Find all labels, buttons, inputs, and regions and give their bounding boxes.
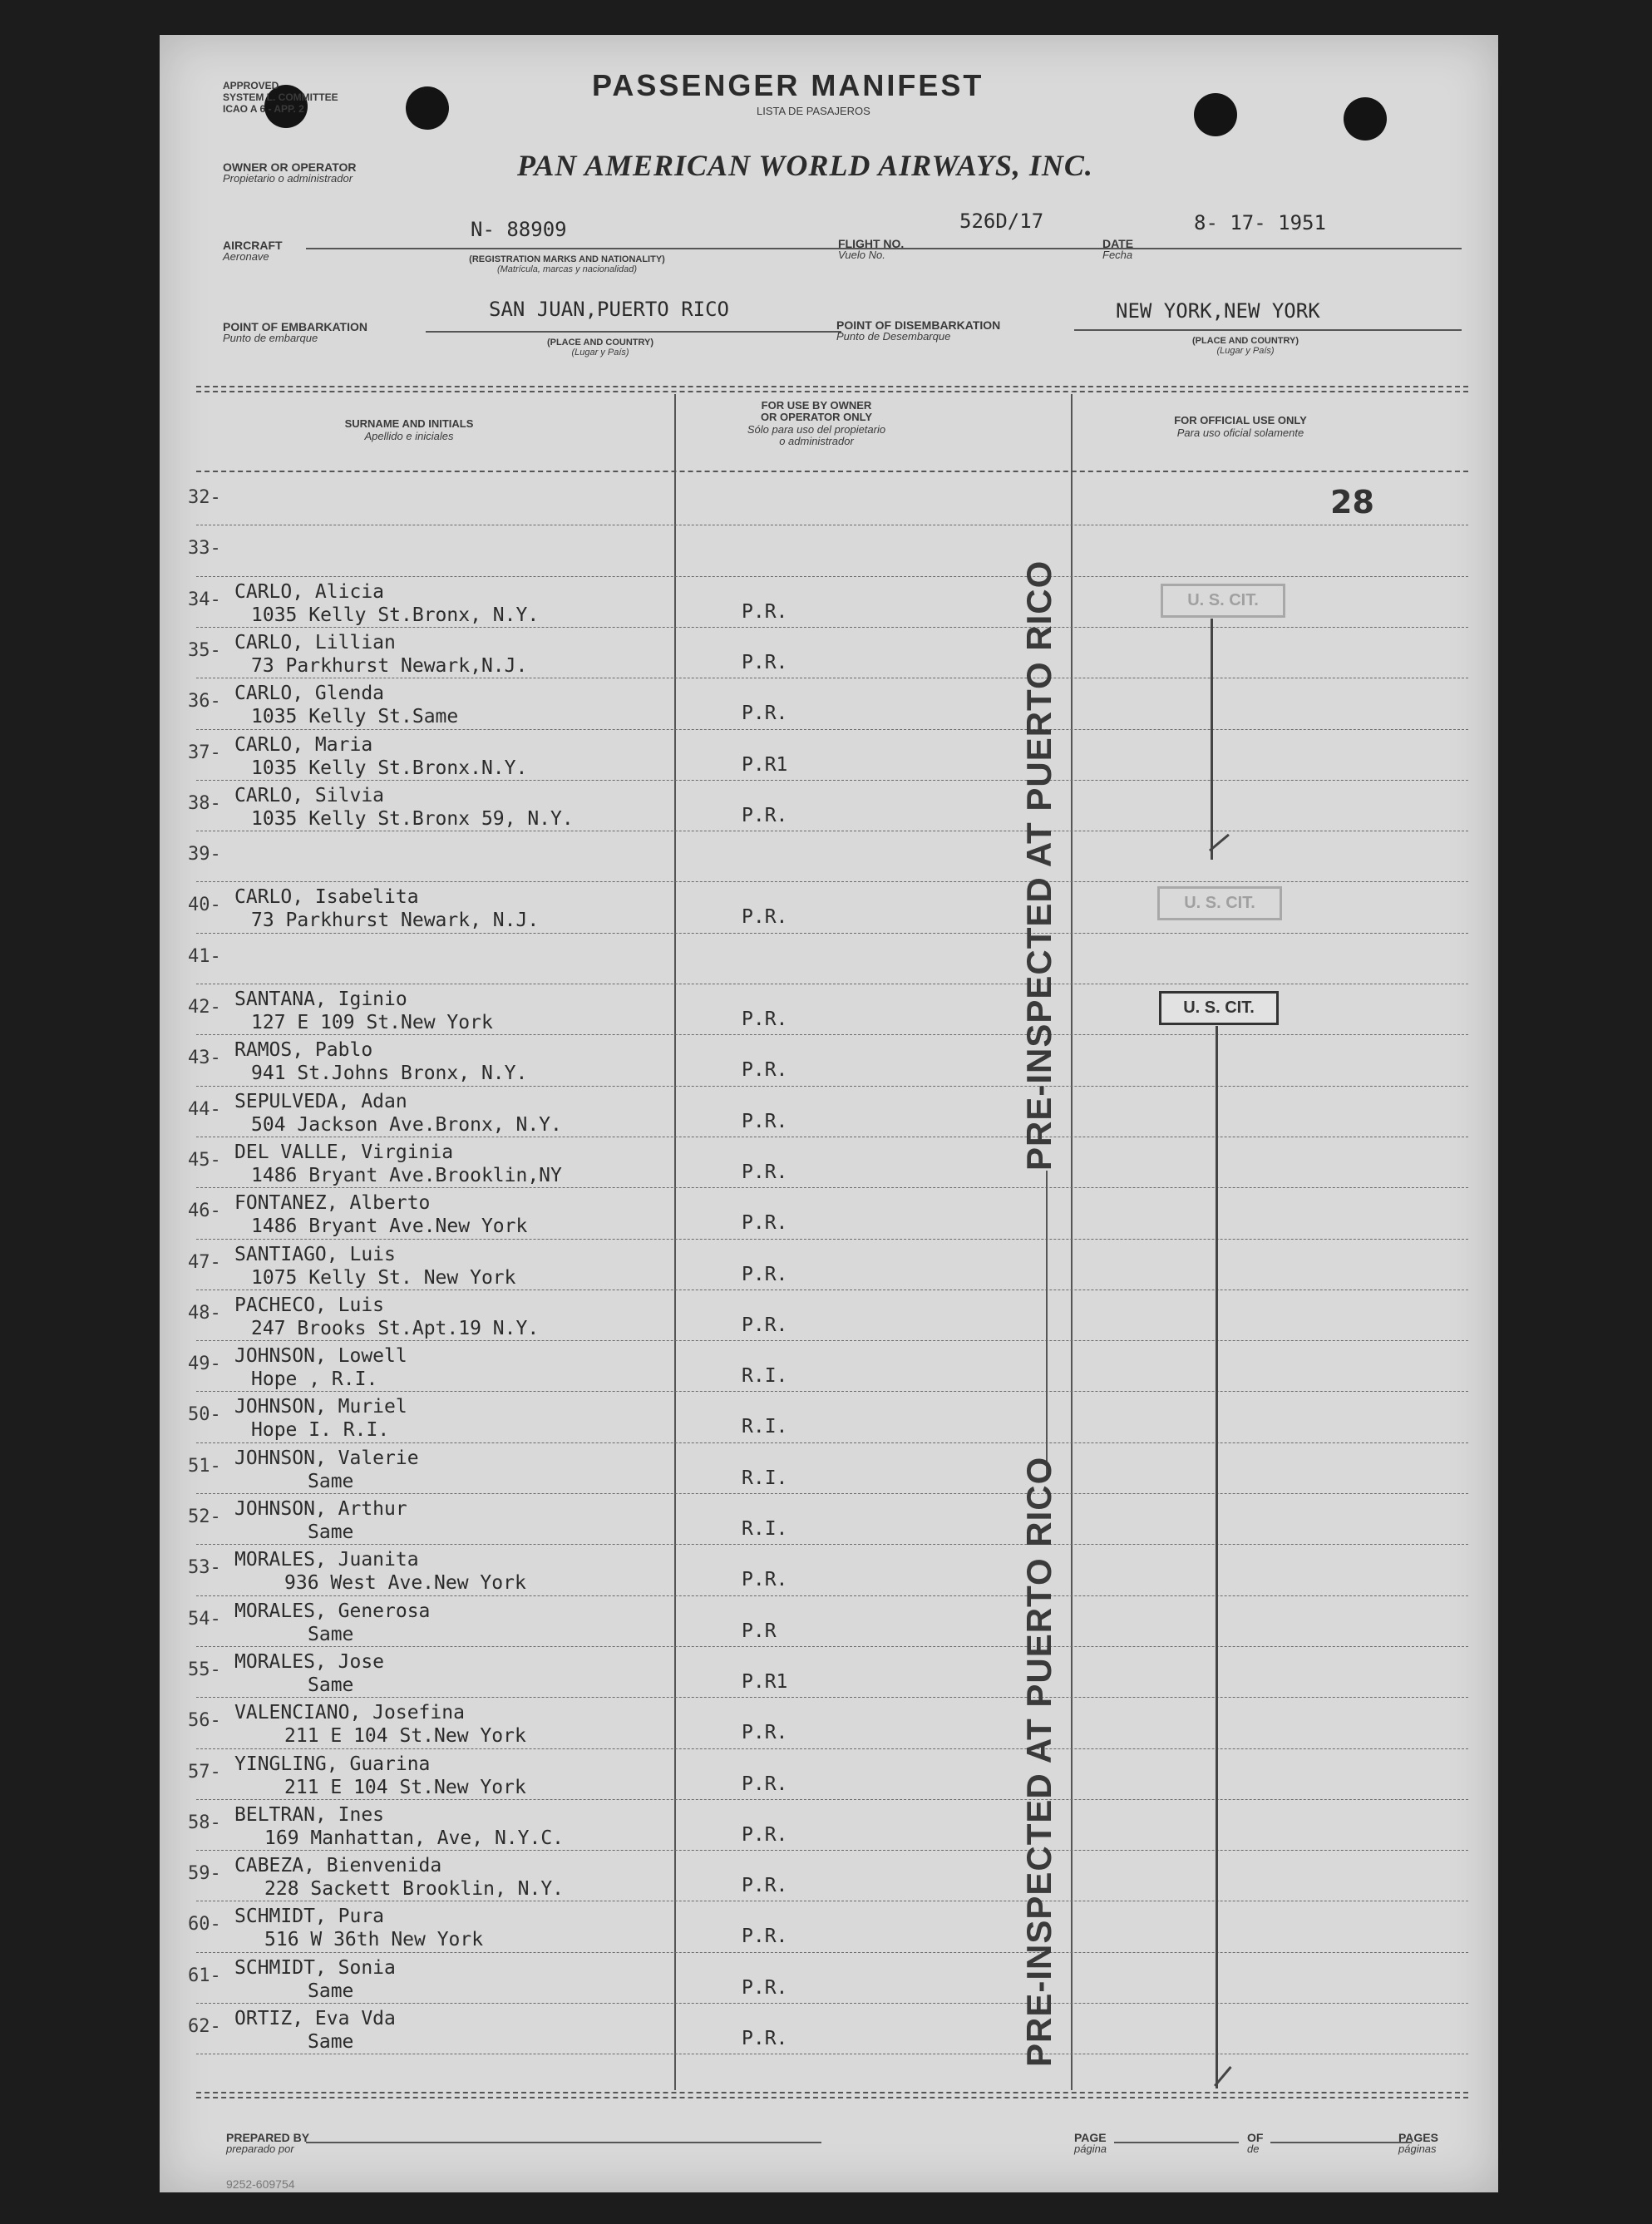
approval-note-2: SYSTEM L. COMMITTEE	[223, 91, 338, 103]
punch-hole	[1344, 97, 1387, 141]
row-number: 43-	[188, 1048, 221, 1069]
operator-code: P.R.	[742, 1773, 788, 1795]
passenger-name: SCHMIDT, Pura	[234, 1906, 385, 1928]
row-rule	[196, 1799, 1468, 1800]
of-label: OF	[1247, 2131, 1264, 2144]
punch-hole	[406, 86, 449, 130]
passenger-name: CARLO, Glenda	[234, 683, 385, 705]
passenger-name: ORTIZ, Eva Vda	[234, 2008, 396, 2029]
disembarkation-label-es: Punto de Desembarque	[836, 330, 951, 343]
row-rule	[196, 1697, 1468, 1698]
row-number: 58-	[188, 1812, 221, 1833]
form-number: 9252-609754	[226, 2177, 295, 2191]
operator-code: P.R.	[742, 1976, 788, 1999]
operator-code: P.R.	[742, 804, 788, 826]
passenger-address: 211 E 104 St.New York	[284, 1725, 526, 1748]
passenger-name: CARLO, Isabelita	[234, 886, 419, 909]
operator-code: P.R.	[742, 1926, 788, 1948]
passenger-address: 127 E 109 St.New York	[251, 1012, 493, 1033]
header-rule-2	[196, 391, 1468, 392]
row-rule	[196, 1239, 1468, 1240]
flight-label: FLIGHT NO.	[838, 237, 905, 250]
operator-code: P.R.	[742, 1263, 788, 1285]
passenger-address: 73 Parkhurst Newark, N.J.	[251, 910, 540, 932]
aircraft-value: N- 88909	[471, 218, 567, 241]
passenger-address: 1035 Kelly St.Bronx, N.Y.	[251, 604, 540, 626]
place-caption-1: (PLACE AND COUNTRY)	[546, 338, 654, 348]
col-owner-header-1: FOR USE BY OWNER	[761, 399, 872, 412]
passenger-name: SCHMIDT, Sonia	[234, 1956, 396, 1979]
row-number: 37-	[188, 742, 221, 763]
pre-inspected-stamp: PRE-INSPECTED AT PUERTO RICO	[1019, 1456, 1058, 2067]
embarkation-value: SAN JUAN,PUERTO RICO	[489, 298, 729, 321]
passenger-address: Same	[308, 1980, 354, 2002]
row-number: 48-	[188, 1302, 221, 1324]
date-label: DATE	[1102, 237, 1134, 250]
registration-caption: (REGISTRATION MARKS AND NATIONALITY)	[469, 254, 665, 264]
operator-code: P.R.	[742, 906, 788, 929]
passenger-name: RAMOS, Pablo	[234, 1039, 373, 1062]
bracket-line	[1211, 619, 1213, 860]
of-label-es: de	[1247, 2143, 1260, 2155]
row-number: 32-	[188, 487, 221, 508]
passenger-name: BELTRAN, Ines	[234, 1803, 385, 1826]
passenger-name: JOHNSON, Muriel	[234, 1396, 407, 1418]
flight-label-es: Vuelo No.	[838, 249, 885, 261]
page-label: PAGE	[1074, 2131, 1107, 2144]
row-rule	[196, 576, 1468, 577]
col-owner-header-es-2: o administrador	[779, 435, 854, 447]
place-caption-2-es: (Lugar y País)	[1216, 346, 1275, 356]
row-number: 42-	[188, 997, 221, 1018]
passenger-address: Same	[308, 1674, 354, 1696]
row-rule	[196, 1086, 1468, 1087]
row-rule	[196, 627, 1468, 628]
passenger-name: MORALES, Juanita	[234, 1549, 419, 1571]
punch-hole	[1194, 93, 1237, 136]
pages-label-es: páginas	[1398, 2143, 1437, 2155]
row-number: 46-	[188, 1201, 221, 1222]
passenger-address: Same	[308, 1470, 354, 1492]
operator-code: P.R.	[742, 651, 788, 673]
row-number: 38-	[188, 792, 221, 814]
row-number: 40-	[188, 895, 221, 916]
col-owner-header-es-1: Sólo para uso del propietario	[747, 423, 886, 436]
page-label-es: página	[1074, 2143, 1107, 2155]
passenger-name: DEL VALLE, Virginia	[234, 1141, 454, 1163]
passenger-count: 28	[1330, 484, 1374, 520]
row-number: 39-	[188, 844, 221, 865]
row-rule	[196, 1544, 1468, 1545]
passenger-address: Same	[308, 1623, 354, 1645]
passenger-address: 169 Manhattan, Ave, N.Y.C.	[264, 1827, 565, 1849]
row-rule	[196, 729, 1468, 730]
passenger-name: CARLO, Maria	[234, 733, 373, 756]
registration-caption-es: (Matrícula, marcas y nacionalidad)	[496, 264, 638, 274]
operator-code: P.R.	[742, 1059, 788, 1082]
passenger-address: 1075 Kelly St. New York	[251, 1266, 516, 1289]
passenger-name: SANTANA, Iginio	[234, 989, 407, 1010]
passenger-address: 1035 Kelly St.Same	[251, 706, 459, 728]
column-divider-1	[674, 394, 676, 2090]
passenger-name: CARLO, Silvia	[234, 784, 385, 806]
operator-code: P.R.	[742, 600, 788, 623]
row-number: 55-	[188, 1659, 221, 1680]
row-rule	[196, 1748, 1468, 1749]
column-divider-2	[1071, 394, 1073, 2090]
passenger-name: CABEZA, Bienvenida	[234, 1855, 442, 1877]
passenger-name: JOHNSON, Valerie	[234, 1447, 419, 1469]
aircraft-label: AIRCRAFT	[223, 239, 283, 252]
passenger-address: Same	[308, 2031, 354, 2053]
operator-code: P.R.	[742, 1110, 788, 1132]
operator-code: P.R.	[742, 1008, 788, 1030]
col-surname-header-es: Apellido e iniciales	[364, 430, 454, 442]
row-number: 35-	[188, 639, 221, 661]
row-rule	[196, 1595, 1468, 1596]
passenger-address: Hope , R.I.	[251, 1368, 378, 1391]
prepared-by-label: PREPARED BY	[226, 2131, 310, 2144]
passenger-name: YINGLING, Guarina	[234, 1753, 431, 1775]
pre-inspected-stamp: PRE-INSPECTED AT PUERTO RICO	[1019, 560, 1058, 1171]
pages-label: PAGES	[1398, 2131, 1438, 2144]
us-citizen-stamp-faded: U. S. CIT.	[1161, 584, 1285, 618]
approval-note-3: ICAO A 6 - APP. 2	[223, 103, 304, 115]
passenger-address: Hope I. R.I.	[251, 1419, 390, 1442]
row-rule	[196, 780, 1468, 781]
operator-code: R.I.	[742, 1518, 788, 1540]
passenger-name: SEPULVEDA, Adan	[234, 1090, 407, 1112]
row-rule	[196, 1646, 1468, 1647]
aircraft-label-es: Aeronave	[223, 250, 269, 263]
operator-code: P.R.	[742, 1569, 788, 1591]
passenger-address: 516 W 36th New York	[264, 1929, 484, 1951]
operator-code: P.R.	[742, 1314, 788, 1336]
passenger-address: 211 E 104 St.New York	[284, 1776, 526, 1798]
owner-label-es: Propietario o administrador	[223, 172, 353, 185]
row-number: 44-	[188, 1098, 221, 1120]
passenger-address: 1035 Kelly St.Bronx.N.Y.	[251, 757, 528, 779]
row-number: 34-	[188, 589, 221, 610]
manifest-sheet	[160, 35, 1498, 2192]
col-official-header-es: Para uso oficial solamente	[1176, 427, 1304, 439]
passenger-address: 504 Jackson Ave.Bronx, N.Y.	[251, 1113, 562, 1136]
passenger-address: 1486 Bryant Ave.Brooklin,NY	[251, 1164, 562, 1186]
row-rule	[196, 1442, 1468, 1443]
footer-rule-1	[196, 2092, 1468, 2093]
disembarkation-underline	[1074, 329, 1462, 331]
prepared-by-label-es: preparado por	[226, 2143, 294, 2155]
row-rule	[196, 1493, 1468, 1494]
col-surname-header: SURNAME AND INITIALS	[344, 417, 474, 430]
operator-code: R.I.	[742, 1467, 788, 1489]
flight-value: 526D/17	[959, 210, 1044, 233]
stamp-connector-line	[1046, 1171, 1048, 1477]
of-underline	[1270, 2142, 1412, 2143]
passenger-address: Same	[308, 1521, 354, 1543]
operator-code: P.R1	[742, 1670, 788, 1693]
row-rule	[196, 1391, 1468, 1392]
form-title: PASSENGER MANIFEST	[592, 68, 984, 102]
passenger-name: CARLO, Alicia	[234, 580, 385, 603]
operator-code: P.R.	[742, 703, 788, 725]
row-number: 56-	[188, 1710, 221, 1732]
footer-rule-2	[196, 2097, 1468, 2098]
row-rule	[196, 881, 1468, 882]
date-label-es: Fecha	[1102, 249, 1133, 261]
row-number: 36-	[188, 691, 221, 713]
passenger-address: 247 Brooks St.Apt.19 N.Y.	[251, 1317, 540, 1339]
row-rule	[196, 1952, 1468, 1953]
row-number: 62-	[188, 2016, 221, 2037]
approval-note-1: APPROVED	[223, 80, 279, 91]
passenger-name: SANTIAGO, Luis	[234, 1243, 396, 1265]
row-rule	[196, 933, 1468, 934]
row-rule	[196, 1187, 1468, 1188]
row-number: 33-	[188, 538, 221, 560]
form-subtitle: LISTA DE PASAJEROS	[757, 105, 870, 117]
passenger-address: 73 Parkhurst Newark,N.J.	[251, 654, 528, 677]
operator-code: R.I.	[742, 1365, 788, 1388]
row-number: 53-	[188, 1557, 221, 1579]
embarkation-label-es: Punto de embarque	[223, 332, 318, 344]
operator-code: P.R.	[742, 1212, 788, 1235]
row-number: 52-	[188, 1507, 221, 1527]
disembarkation-label: POINT OF DISEMBARKATION	[836, 318, 1001, 332]
operator-code: P.R1	[742, 753, 788, 776]
place-caption-1-es: (Lugar y País)	[571, 348, 629, 358]
passenger-address: 228 Sackett Brooklin, N.Y.	[264, 1878, 565, 1901]
operator-code: P.R.	[742, 1161, 788, 1183]
row-number: 54-	[188, 1608, 221, 1630]
operator-code: P.R.	[742, 1722, 788, 1744]
place-caption-2: (PLACE AND COUNTRY)	[1191, 336, 1299, 346]
passenger-name: PACHECO, Luis	[234, 1294, 385, 1316]
passenger-name: VALENCIANO, Josefina	[234, 1702, 465, 1724]
operator-code: P.R.	[742, 1823, 788, 1846]
operator-code: P.R.	[742, 2028, 788, 2049]
disembarkation-value: NEW YORK,NEW YORK	[1116, 299, 1320, 323]
bracket-line	[1216, 1026, 1218, 2088]
passenger-name: MORALES, Jose	[234, 1650, 385, 1673]
date-value: 8- 17- 1951	[1194, 211, 1326, 234]
row-number: 60-	[188, 1914, 221, 1936]
passenger-address: 936 West Ave.New York	[284, 1572, 526, 1595]
passenger-address: 1035 Kelly St.Bronx 59, N.Y.	[251, 807, 574, 830]
passenger-name: FONTANEZ, Alberto	[234, 1192, 431, 1215]
date-underline	[1146, 248, 1462, 249]
row-number: 47-	[188, 1251, 221, 1273]
row-rule	[196, 1034, 1468, 1035]
row-number: 49-	[188, 1354, 221, 1375]
passenger-name: JOHNSON, Lowell	[234, 1345, 407, 1368]
header-rule-1	[196, 386, 1468, 387]
row-rule	[196, 1850, 1468, 1851]
row-number: 41-	[188, 945, 221, 967]
row-number: 51-	[188, 1455, 221, 1477]
page-underline	[1114, 2142, 1239, 2143]
row-number: 50-	[188, 1404, 221, 1426]
row-number: 61-	[188, 1965, 221, 1986]
col-official-header: FOR OFFICIAL USE ONLY	[1174, 414, 1307, 427]
row-number: 57-	[188, 1761, 221, 1783]
operator-code: R.I.	[742, 1416, 788, 1438]
prepared-by-underline	[306, 2142, 821, 2143]
row-rule	[196, 2003, 1468, 2004]
row-number: 59-	[188, 1863, 221, 1885]
passenger-name: CARLO, Lillian	[234, 631, 396, 653]
row-number: 45-	[188, 1149, 221, 1171]
us-citizen-stamp: U. S. CIT.	[1159, 991, 1279, 1025]
passenger-name: JOHNSON, Arthur	[234, 1498, 407, 1520]
operator-code: P.R.	[742, 1875, 788, 1897]
passenger-address: 1486 Bryant Ave.New York	[251, 1216, 528, 1238]
owner-label: OWNER OR OPERATOR	[223, 160, 357, 174]
column-header-rule	[196, 471, 1468, 472]
embarkation-label: POINT OF EMBARKATION	[223, 320, 367, 333]
col-owner-header-2: OR OPERATOR ONLY	[760, 411, 873, 423]
row-rule	[196, 1340, 1468, 1341]
airline-name: PAN AMERICAN WORLD AIRWAYS, INC.	[517, 149, 1093, 182]
embarkation-underline	[426, 331, 841, 333]
passenger-address: 941 St.Johns Bronx, N.Y.	[251, 1063, 528, 1085]
passenger-name: MORALES, Generosa	[234, 1600, 431, 1622]
operator-code: P.R	[742, 1620, 777, 1642]
us-citizen-stamp-faded: U. S. CIT.	[1157, 886, 1282, 920]
